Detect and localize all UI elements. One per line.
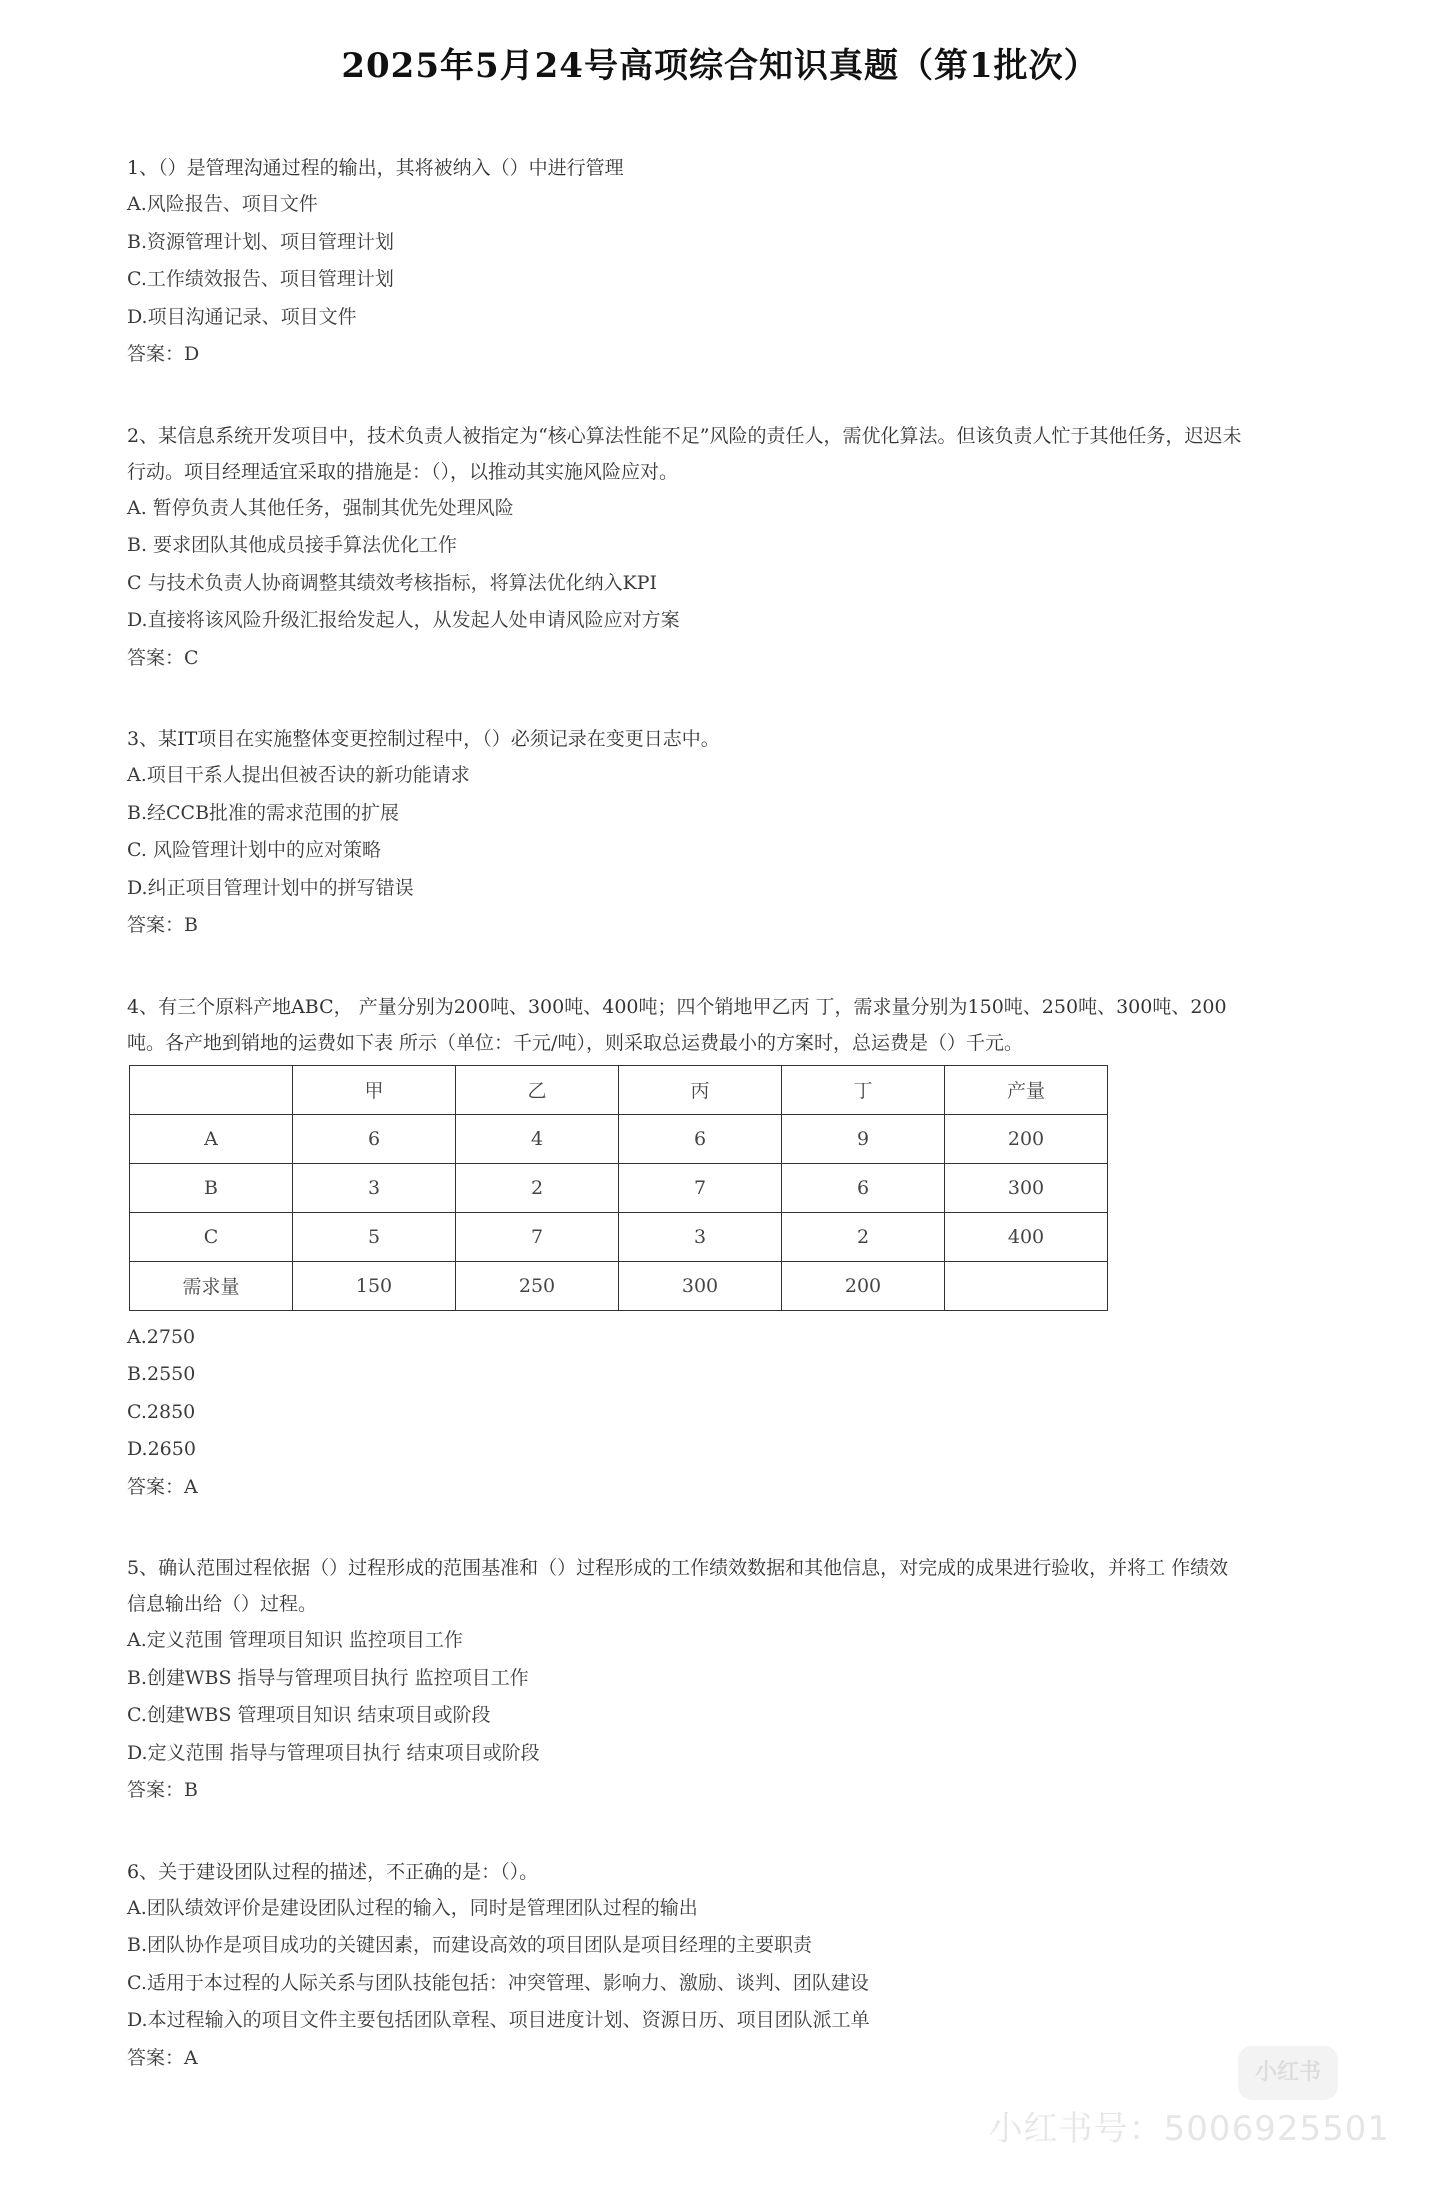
question-stem: 4、有三个原料产地ABC， 产量分别为200吨、300吨、400吨；四个销地甲乙丙 丁，需求量分别为150吨、250吨、300吨、200吨。各产地到销地的运费如下表 所示（单位：千元/吨），则采取总运费最小的方案时，总运费是（）千元。 xyxy=(127,995,1227,1054)
option-b: B.2550 xyxy=(127,1363,196,1385)
option-c: C 与技术负责人协商调整其绩效考核指标，将算法优化纳入KPI xyxy=(127,571,658,594)
table-cell xyxy=(130,1065,293,1114)
table-cell: A xyxy=(130,1114,293,1163)
question-2 xyxy=(127,418,1247,678)
table-row xyxy=(130,1261,1108,1310)
table-cell: 7 xyxy=(456,1212,619,1261)
table-cell: 丁 xyxy=(782,1065,945,1114)
question-list xyxy=(127,150,1247,2121)
question-4 xyxy=(127,989,1247,1507)
answer: 答案：C xyxy=(127,646,199,669)
table-cell: 300 xyxy=(619,1261,782,1310)
answer: 答案：A xyxy=(127,1475,198,1498)
option-a: A. 暂停负责人其他任务，强制其优先处理风险 xyxy=(127,496,514,519)
table-cell: 300 xyxy=(945,1163,1108,1212)
option-d: D.项目沟通记录、项目文件 xyxy=(127,305,357,328)
option-b: B.团队协作是项目成功的关键因素，而建设高效的项目团队是项目经理的主要职责 xyxy=(127,1934,813,1956)
option-b: B.经CCB批准的需求范围的扩展 xyxy=(127,801,400,824)
table-cell: 丙 xyxy=(619,1065,782,1114)
table-cell: 6 xyxy=(782,1163,945,1212)
question-5 xyxy=(127,1550,1247,1810)
table-row xyxy=(130,1163,1108,1212)
table-cell: 2 xyxy=(782,1212,945,1261)
table-cell xyxy=(945,1261,1108,1310)
table-cell: 6 xyxy=(293,1114,456,1163)
table-cell: 200 xyxy=(782,1261,945,1310)
table-cell: 7 xyxy=(619,1163,782,1212)
answer: 答案：B xyxy=(127,1779,198,1801)
table-cell: 200 xyxy=(945,1114,1108,1163)
option-d: D.直接将该风险升级汇报给发起人，从发起人处申请风险应对方案 xyxy=(127,609,680,631)
table-header-row xyxy=(130,1065,1108,1114)
question-1 xyxy=(127,150,1247,374)
option-a: A.2750 xyxy=(127,1325,196,1348)
option-a: A.定义范围 管理项目知识 监控项目工作 xyxy=(127,1629,463,1651)
table-cell: 乙 xyxy=(456,1065,619,1114)
table-cell: B xyxy=(130,1163,293,1212)
question-3 xyxy=(127,721,1247,945)
option-d: D.纠正项目管理计划中的拼写错误 xyxy=(127,876,414,899)
answer: 答案：B xyxy=(127,914,198,936)
question-stem: 2、某信息系统开发项目中，技术负责人被指定为“核心算法性能不足”风险的责任人，需优化算法。但该负责人忙于其他任务，迟迟未行动。项目经理适宜采取的措施是：（），以推动其实施风险应对。 xyxy=(127,424,1242,483)
option-b: B. 要求团队其他成员接手算法优化工作 xyxy=(127,534,458,556)
freight-cost-table xyxy=(129,1065,1108,1311)
option-d: D.2650 xyxy=(127,1438,196,1460)
table-cell: 甲 xyxy=(293,1065,456,1114)
answer: 答案：A xyxy=(127,2046,198,2069)
option-a: A.风险报告、项目文件 xyxy=(127,193,318,215)
option-b: B.资源管理计划、项目管理计划 xyxy=(127,230,395,253)
option-a: A.团队绩效评价是建设团队过程的输入，同时是管理团队过程的输出 xyxy=(127,1896,698,1919)
question-6 xyxy=(127,1854,1247,2078)
question-stem: 6、关于建设团队过程的描述，不正确的是：（）。 xyxy=(127,1860,539,1883)
table-cell: 3 xyxy=(293,1163,456,1212)
table-cell: 150 xyxy=(293,1261,456,1310)
table-cell: 9 xyxy=(782,1114,945,1163)
option-c: C.适用于本过程的人际关系与团队技能包括：冲突管理、影响力、激励、谈判、团队建设 xyxy=(127,1971,869,1994)
watermark-logo: 小红书 xyxy=(1238,2046,1338,2100)
option-d: D.本过程输入的项目文件主要包括团队章程、项目进度计划、资源日历、项目团队派工单 xyxy=(127,2009,870,2031)
table-cell: 3 xyxy=(619,1212,782,1261)
question-stem: 5、确认范围过程依据（）过程形成的范围基准和（）过程形成的工作绩效数据和其他信息，对完成的成果进行验收，并将工 作绩效信息输出给（）过程。 xyxy=(127,1557,1229,1615)
table-cell: 250 xyxy=(456,1261,619,1310)
table-cell: 2 xyxy=(456,1163,619,1212)
table-cell: 产量 xyxy=(945,1065,1108,1114)
table-cell: 需求量 xyxy=(130,1261,293,1310)
table-cell: C xyxy=(130,1212,293,1261)
question-stem: 3、某IT项目在实施整体变更控制过程中，（）必须记录在变更日志中。 xyxy=(127,728,720,750)
table-cell: 4 xyxy=(456,1114,619,1163)
option-c: C.工作绩效报告、项目管理计划 xyxy=(127,268,394,290)
watermark-text: 小红书号：5006925501 xyxy=(988,2109,1390,2149)
table-cell: 6 xyxy=(619,1114,782,1163)
table-cell: 400 xyxy=(945,1212,1108,1261)
document-title: 2025年5月24号高项综合知识真题（第1批次） xyxy=(341,46,1099,86)
option-c: C. 风险管理计划中的应对策略 xyxy=(127,839,381,861)
option-b: B.创建WBS 指导与管理项目执行 监控项目工作 xyxy=(127,1666,529,1689)
option-c: C.创建WBS 管理项目知识 结束项目或阶段 xyxy=(127,1704,491,1726)
option-c: C.2850 xyxy=(127,1400,196,1423)
table-row xyxy=(130,1212,1108,1261)
answer: 答案：D xyxy=(127,343,200,365)
option-d: D.定义范围 指导与管理项目执行 结束项目或阶段 xyxy=(127,1741,540,1764)
question-stem: 1、（）是管理沟通过程的输出，其将被纳入（）中进行管理 xyxy=(127,157,624,179)
table-cell: 5 xyxy=(293,1212,456,1261)
option-a: A.项目干系人提出但被否诀的新功能请求 xyxy=(127,764,470,786)
table-row xyxy=(130,1114,1108,1163)
